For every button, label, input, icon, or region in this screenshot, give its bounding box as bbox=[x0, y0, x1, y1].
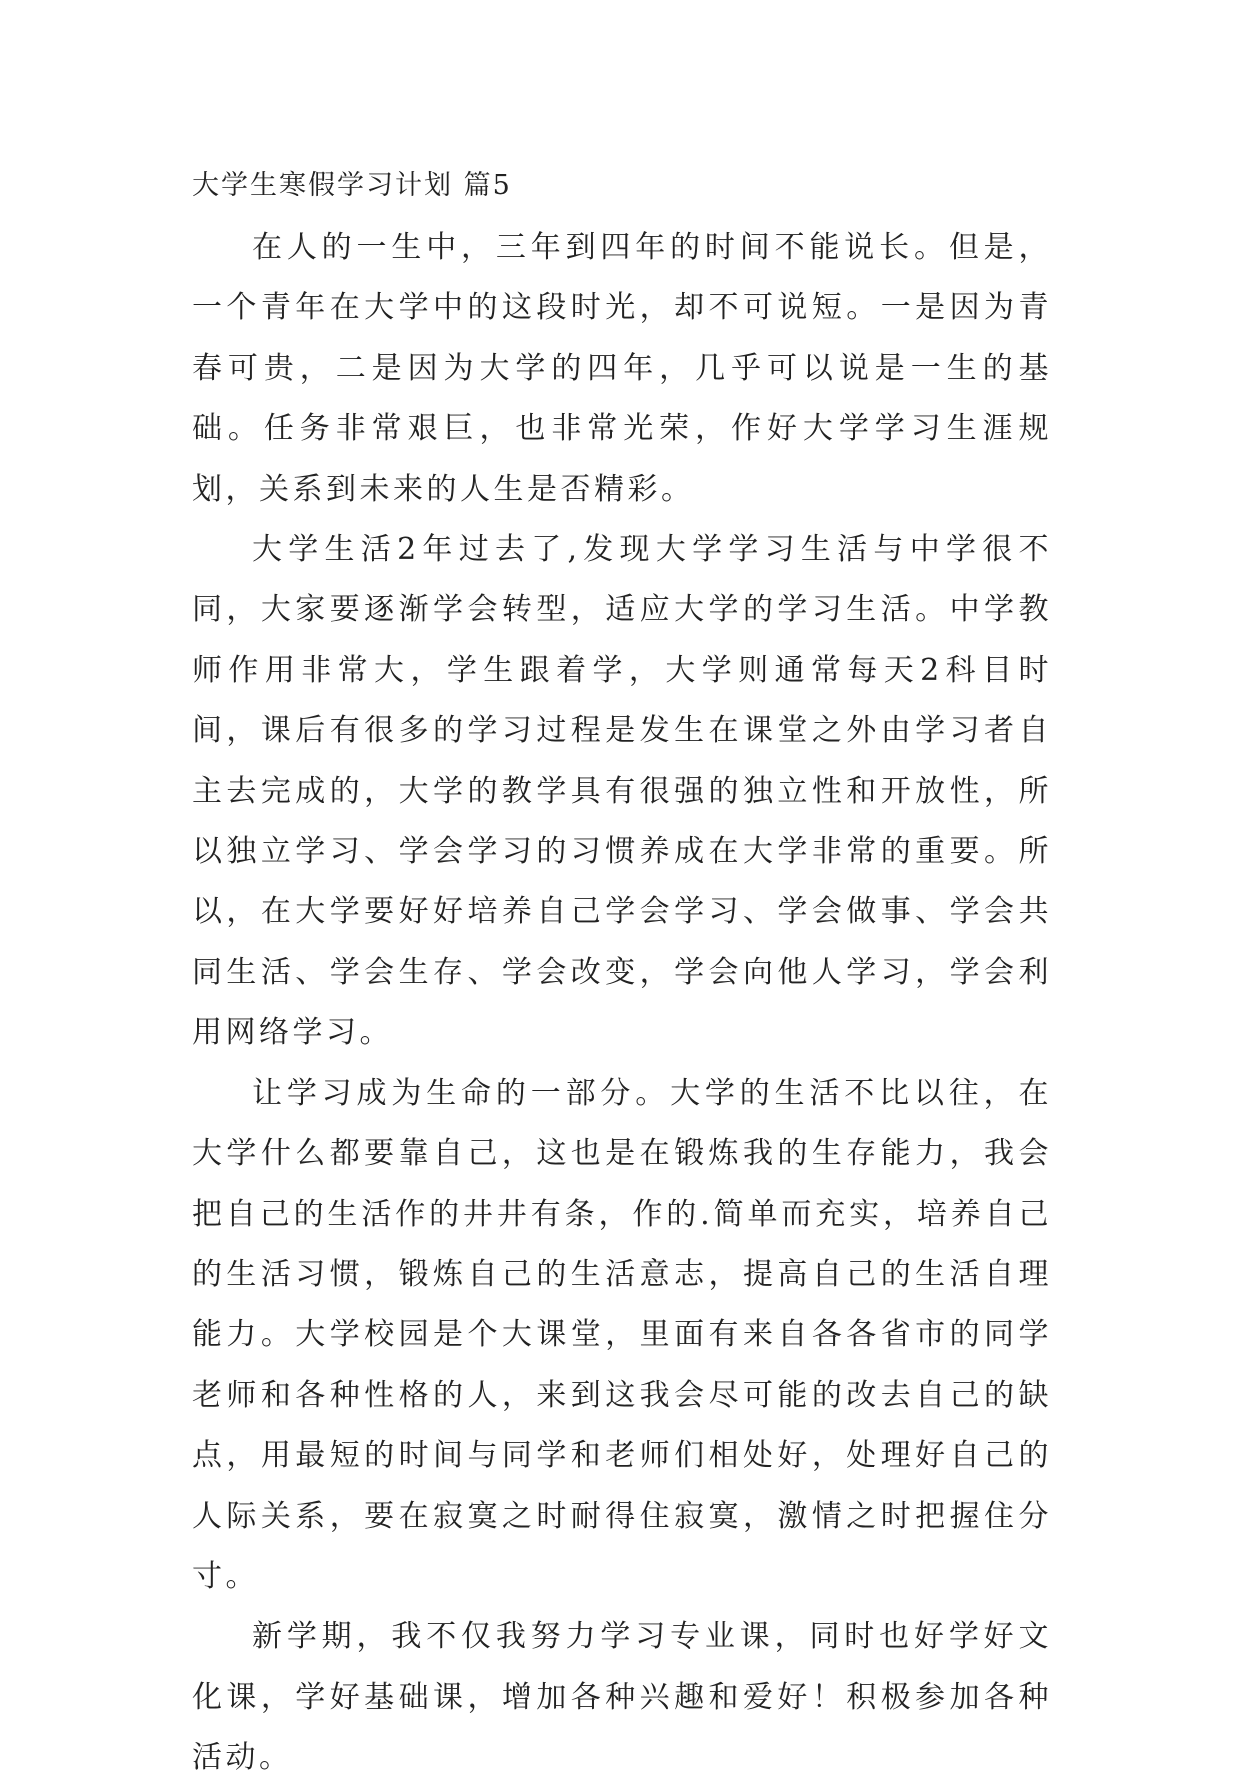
paragraph-4: 新学期，我不仅我努力学习专业课，同时也好学好文化课，学好基础课，增加各种兴趣和爱好！积极参加各种活动。 bbox=[192, 1619, 1052, 1776]
document-page bbox=[192, 168, 1052, 1789]
paragraph-2: 大学生活2年过去了,发现大学学习生活与中学很不同，大家要逐渐学会转型，适应大学的学习生活。中学教师作用非常大，学生跟着学，大学则通常每天2科目时间，课后有很多的学习过程是发生在课堂之外由学习者自主去完成的，大学的教学具有很强的独立性和开放性，所以独立学习、学会学习的习惯养成在大学非常的重要。所以，在大学要好好培养自己学会学习、学会做事、学会共同生活、学会生存、学会改变，学会向他人学习，学会利用网络学习。 bbox=[192, 532, 1052, 1051]
document-title: 大学生寒假学习计划 篇5 bbox=[192, 170, 512, 201]
paragraph-3: 让学习成为生命的一部分。大学的生活不比以往，在大学什么都要靠自己，这也是在锻炼我的生存能力，我会把自己的生活作的井井有条，作的.简单而充实，培养自己的生活习惯，锻炼自己的生活意志，提高自己的生活自理能力。大学校园是个大课堂，里面有来自各各省市的同学老师和各种性格的人，来到这我会尽可能的改去自己的缺点，用最短的时间与同学和老师们相处好，处理好自己的人际关系，要在寂寞之时耐得住寂寞，激情之时把握住分寸。 bbox=[192, 1075, 1052, 1594]
paragraph-1: 在人的一生中，三年到四年的时间不能说长。但是，一个青年在大学中的这段时光，却不可说短。一是因为青春可贵，二是因为大学的四年，几乎可以说是一生的基础。任务非常艰巨，也非常光荣，作好大学学习生涯规划，关系到未来的人生是否精彩。 bbox=[192, 230, 1052, 507]
